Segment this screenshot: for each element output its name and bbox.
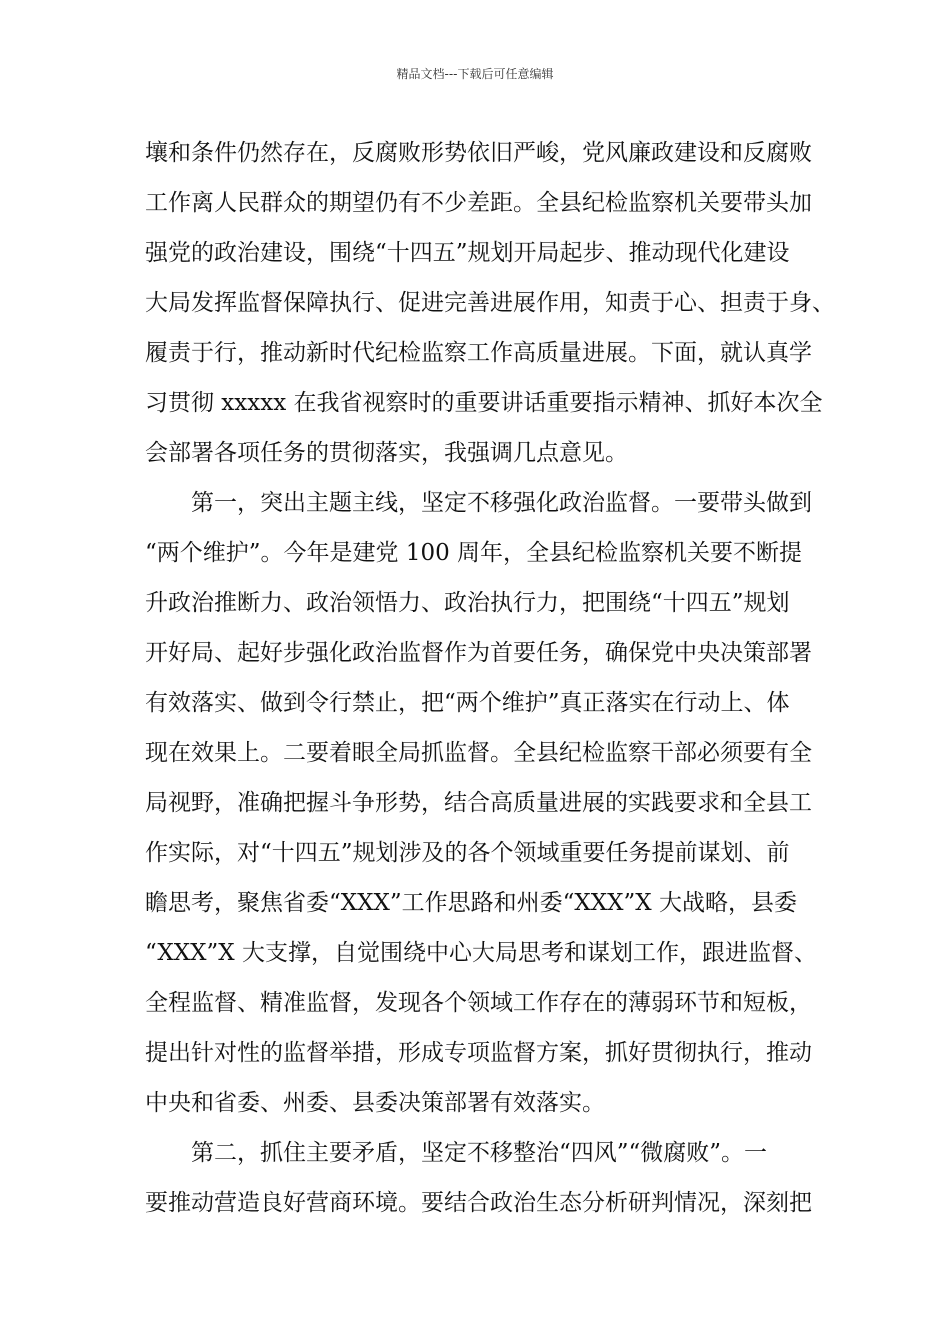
text-line: “两个维护”。今年是建党 100 周年，全县纪检监察机关要不断提 <box>145 540 803 566</box>
text-line: 履责于行，推动新时代纪检监察工作高质量进展。下面，就认真学 <box>145 340 812 366</box>
text-line: 提出针对性的监督举措，形成专项监督方案，抓好贯彻执行，推动 <box>145 1040 812 1066</box>
text-line: “XXX”X 大支撑，自觉围绕中心大局思考和谋划工作，跟进监督、 <box>145 940 817 966</box>
text-line: 习贯彻 xxxxx 在我省视察时的重要讲话重要指示精神、抓好本次全 <box>145 390 823 416</box>
text-line: 会部署各项任务的贯彻落实，我强调几点意见。 <box>145 440 628 466</box>
text-line: 现在效果上。二要着眼全局抓监督。全县纪检监察干部必须要有全 <box>145 740 812 766</box>
text-line: 壤和条件仍然存在，反腐败形势依旧严峻，党风廉政建设和反腐败 <box>145 140 812 166</box>
text-line: 工作离人民群众的期望仍有不少差距。全县纪检监察机关要带头加 <box>145 190 812 216</box>
text-line: 升政治推断力、政治领悟力、政治执行力，把围绕“十四五”规划 <box>145 590 790 616</box>
text-line: 瞻思考，聚焦省委“XXX”工作思路和州委“XXX”X 大战略，县委 <box>145 890 797 916</box>
text-line: 局视野，准确把握斗争形势，结合高质量进展的实践要求和全县工 <box>145 790 812 816</box>
text-line: 有效落实、做到令行禁止，把“两个维护”真正落实在行动上、体 <box>145 690 790 716</box>
paragraph-start-line: 第二，抓住主要矛盾，坚定不移整治“四风”“微腐败”。一 <box>145 1140 768 1166</box>
paragraph-start-line: 第一，突出主题主线，坚定不移强化政治监督。一要带头做到 <box>145 490 812 516</box>
page-header: 精品文档---下载后可任意编辑 <box>396 67 554 81</box>
text-line: 开好局、起好步强化政治监督作为首要任务，确保党中央决策部署 <box>145 640 812 666</box>
text-line: 大局发挥监督保障执行、促进完善进展作用，知责于心、担责于身、 <box>145 290 835 316</box>
text-line: 要推动营造良好营商环境。要结合政治生态分析研判情况，深刻把 <box>145 1190 812 1216</box>
text-line: 作实际，对“十四五”规划涉及的各个领域重要任务提前谋划、前 <box>145 840 790 866</box>
text-line: 全程监督、精准监督，发现各个领域工作存在的薄弱环节和短板， <box>145 990 812 1016</box>
text-line: 强党的政治建设，围绕“十四五”规划开局起步、推动现代化建设 <box>145 240 790 266</box>
document-body <box>145 128 835 1228</box>
text-line: 中央和省委、州委、县委决策部署有效落实。 <box>145 1090 605 1116</box>
